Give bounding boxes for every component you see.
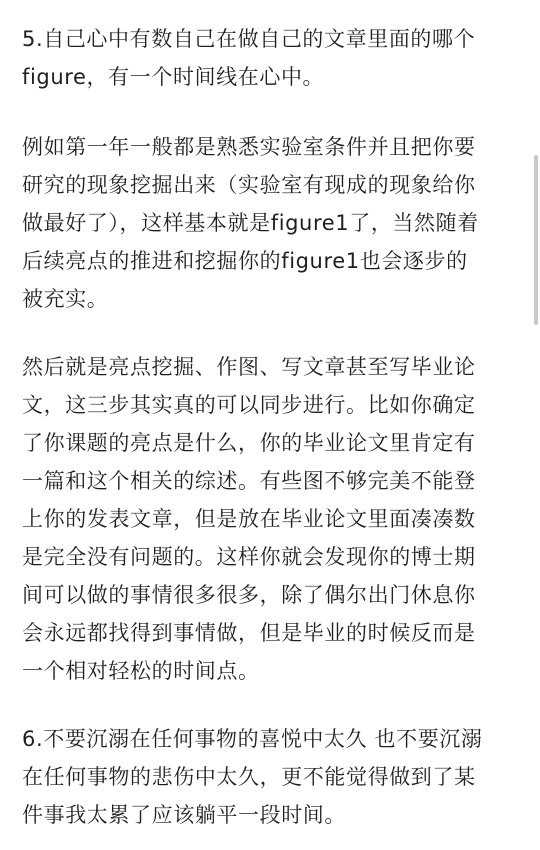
paragraph-4-line-3: 件事我太累了应该躺平一段时间。 xyxy=(22,803,346,827)
paragraph-2-line-4: 后续亮点的推进和挖掘你的figure1也会逐步的 xyxy=(22,249,468,273)
paragraph-3-line-5: 上你的发表文章，但是放在毕业论文里面凑凑数 xyxy=(22,507,476,531)
paragraph-3-line-4: 一篇和这个相关的综述。有些图不够完美不能登 xyxy=(22,469,476,493)
paragraph-3-line-9: 一个相对轻松的时间点。 xyxy=(22,659,260,683)
paragraph-2-line-5: 被充实。 xyxy=(22,287,109,311)
paragraph-2-line-2: 研究的现象挖掘出来（实验室有现成的现象给你 xyxy=(22,173,476,197)
paragraph-3-line-8: 会永远都找得到事情做，但是毕业的时候反而是 xyxy=(22,621,476,645)
paragraph-1-line-1: 5.自己心中有数自己在做自己的文章里面的哪个 xyxy=(22,27,476,51)
paragraph-3-line-1: 然后就是亮点挖掘、作图、写文章甚至写毕业论 xyxy=(22,355,476,379)
paragraph-2-line-1: 例如第一年一般都是熟悉实验室条件并且把你要 xyxy=(22,135,476,159)
paragraph-4-line-2: 在任何事物的悲伤中太久，更不能觉得做到了某 xyxy=(22,765,476,789)
paragraph-1-line-2: figure，有一个时间线在心中。 xyxy=(22,65,325,89)
vertical-scrollbar[interactable] xyxy=(534,155,538,325)
paragraph-4-line-1: 6.不要沉溺在任何事物的喜悦中太久 也不要沉溺 xyxy=(22,727,483,751)
paragraph-3-line-7: 间可以做的事情很多很多，除了偶尔出门休息你 xyxy=(22,583,476,607)
paragraph-2-line-3: 做最好了），这样基本就是figure1了，当然随着 xyxy=(22,211,479,235)
paragraph-3-line-2: 文，这三步其实真的可以同步进行。比如你确定 xyxy=(22,393,476,417)
paragraph-3-line-3: 了你课题的亮点是什么，你的毕业论文里肯定有 xyxy=(22,431,476,455)
paragraph-3-line-6: 是完全没有问题的。这样你就会发现你的博士期 xyxy=(22,545,476,569)
